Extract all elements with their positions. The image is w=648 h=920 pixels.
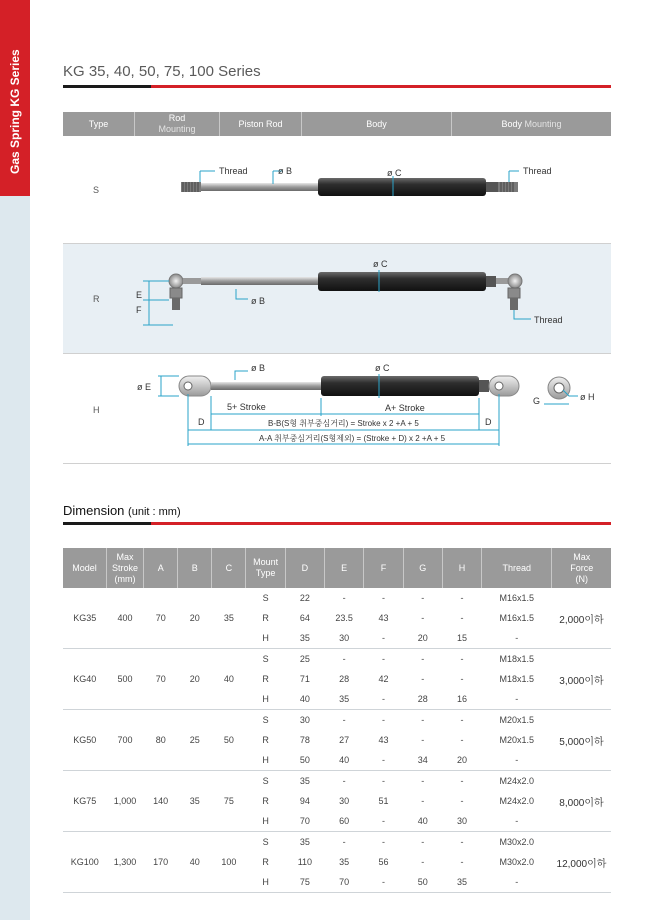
cell-h: - bbox=[460, 857, 464, 867]
cell-model: KG40 bbox=[63, 649, 106, 710]
gas-spring-h-drawing bbox=[63, 354, 611, 464]
cell-mount-type: H bbox=[246, 629, 285, 649]
label-aa-formula: A-A 취부중심거리(S형제외) = (Stroke + D) x 2 +A + 5 bbox=[259, 434, 446, 443]
cell-thread: M16x1.5 bbox=[499, 593, 535, 604]
cell-g: 34 bbox=[403, 750, 442, 770]
cell-e: 40 bbox=[325, 750, 364, 770]
dimension-header-11 bbox=[482, 548, 552, 588]
cell-d: 64 bbox=[299, 613, 310, 624]
dimension-header-line: B bbox=[191, 562, 198, 573]
cell-h: - bbox=[460, 776, 464, 787]
dimension-header-2 bbox=[144, 548, 178, 588]
cell-model: KG35 bbox=[63, 588, 106, 649]
cell-d: 35 bbox=[299, 776, 310, 787]
cell-thread: M24x2.0 bbox=[499, 776, 535, 787]
cell-f: 56 bbox=[378, 857, 389, 867]
label-g: G bbox=[533, 396, 541, 406]
dimension-header-5 bbox=[246, 548, 285, 588]
cell-thread: - bbox=[482, 872, 552, 892]
cell-mount-type: S bbox=[262, 776, 269, 787]
cell-g: - bbox=[421, 654, 425, 665]
cell-f: - bbox=[364, 872, 403, 892]
type-row-h bbox=[63, 354, 611, 464]
cell-c: 40 bbox=[212, 649, 246, 710]
dimension-header-line: Max bbox=[573, 551, 591, 562]
cell-thread: M16x1.5 bbox=[499, 613, 535, 624]
cell-d: 71 bbox=[299, 674, 310, 685]
dimension-header-line: (mm) bbox=[114, 573, 136, 584]
cell-e: - bbox=[342, 593, 346, 604]
cell-d: 35 bbox=[299, 836, 310, 847]
cell-max-force: 3,000이하 bbox=[552, 649, 611, 710]
cell-mount-type: R bbox=[262, 857, 269, 867]
cell-d: 70 bbox=[285, 811, 324, 831]
cell-a: 70 bbox=[144, 649, 178, 710]
cell-d: 75 bbox=[285, 872, 324, 892]
cell-h: - bbox=[460, 715, 464, 726]
header-type: Type bbox=[63, 112, 135, 136]
cell-max-stroke: 400 bbox=[106, 588, 143, 649]
dimension-header-1 bbox=[106, 548, 143, 588]
dimension-header-line: C bbox=[225, 562, 233, 573]
cell-thread: - bbox=[482, 811, 552, 831]
cell-g: - bbox=[421, 593, 425, 604]
label-rod-diameter-r: ø B bbox=[251, 296, 266, 306]
cell-max-force: 12,000이하 bbox=[552, 832, 611, 893]
dimension-table bbox=[63, 548, 611, 893]
label-thread-right: Thread bbox=[523, 166, 552, 176]
cell-f: - bbox=[381, 654, 385, 665]
cell-g: - bbox=[421, 776, 425, 787]
cell-e: 30 bbox=[325, 629, 364, 649]
label-f: F bbox=[136, 305, 142, 315]
cell-mount-type: S bbox=[262, 654, 269, 665]
label-h: ø H bbox=[580, 392, 595, 402]
dimension-header-line: Type bbox=[255, 568, 276, 578]
cell-model: KG100 bbox=[63, 832, 106, 893]
cell-mount-type: R bbox=[262, 674, 269, 685]
cell-d: 110 bbox=[297, 857, 313, 867]
cell-e: - bbox=[342, 654, 346, 665]
cell-f: - bbox=[364, 811, 403, 831]
label-rod-diameter-h: ø B bbox=[251, 363, 266, 373]
dimension-header-line: Model bbox=[72, 562, 97, 573]
table-row bbox=[63, 588, 611, 608]
dimension-header-line: F bbox=[380, 562, 387, 573]
table-row bbox=[63, 649, 611, 669]
cell-f: - bbox=[381, 593, 385, 604]
cell-max-stroke: 500 bbox=[106, 649, 143, 710]
cell-h: 30 bbox=[442, 811, 481, 831]
cell-mount-type: R bbox=[262, 735, 269, 746]
cell-e: 30 bbox=[339, 796, 350, 807]
header-rod-mounting: Rod Mounting bbox=[135, 112, 220, 136]
dimension-rule bbox=[63, 522, 611, 525]
type-row-s bbox=[63, 138, 611, 244]
cell-h: - bbox=[460, 613, 464, 624]
label-bb-formula: B-B(S형 취부중심거리) = Stroke x 2 +A + 5 bbox=[268, 419, 419, 428]
dimension-header-line: H bbox=[458, 562, 466, 573]
cell-g: - bbox=[421, 674, 425, 685]
cell-mount-type: S bbox=[262, 836, 269, 847]
page-title: KG 35, 40, 50, 75, 100 Series bbox=[63, 63, 261, 80]
type-row-r bbox=[63, 244, 611, 354]
type-label-r: R bbox=[93, 294, 100, 304]
cell-g: 28 bbox=[403, 689, 442, 709]
cell-f: - bbox=[381, 776, 385, 787]
cell-b: 25 bbox=[178, 710, 212, 771]
dimension-header-line: G bbox=[419, 562, 427, 573]
cell-d: 40 bbox=[285, 689, 324, 709]
dimension-header-10 bbox=[442, 548, 481, 588]
type-table-header bbox=[63, 112, 611, 136]
cell-d: 35 bbox=[285, 629, 324, 649]
cell-e: 27 bbox=[339, 735, 350, 746]
cell-e: 23.5 bbox=[335, 613, 353, 624]
header-body-mounting: Body Mounting bbox=[501, 118, 562, 129]
cell-mount-type: R bbox=[262, 796, 269, 807]
cell-mount-type: H bbox=[246, 750, 285, 770]
dimension-header-3 bbox=[178, 548, 212, 588]
cell-b: 35 bbox=[178, 771, 212, 832]
cell-a: 70 bbox=[144, 588, 178, 649]
cell-d: 78 bbox=[299, 735, 310, 746]
cell-d: 94 bbox=[299, 796, 310, 807]
cell-h: - bbox=[460, 674, 464, 685]
cell-b: 20 bbox=[178, 649, 212, 710]
cell-max-force: 5,000이하 bbox=[552, 710, 611, 771]
cell-max-force: 8,000이하 bbox=[552, 771, 611, 832]
dimension-header-line: (N) bbox=[575, 573, 588, 584]
label-thread-left: Thread bbox=[219, 166, 248, 176]
title-rule bbox=[63, 85, 611, 88]
table-row bbox=[63, 771, 611, 791]
cell-thread: M30x2.0 bbox=[499, 857, 535, 867]
cell-e: - bbox=[342, 836, 346, 847]
cell-b: 40 bbox=[178, 832, 212, 893]
cell-g: - bbox=[421, 857, 425, 867]
cell-mount-type: S bbox=[262, 593, 269, 604]
cell-a: 140 bbox=[144, 771, 178, 832]
cell-thread: - bbox=[482, 629, 552, 649]
cell-g: 50 bbox=[403, 872, 442, 892]
dimension-header-line: A bbox=[157, 562, 164, 573]
dimension-header-line: Stroke bbox=[112, 562, 139, 573]
cell-g: - bbox=[421, 735, 425, 746]
dimension-header-12 bbox=[552, 548, 611, 588]
cell-h: - bbox=[460, 654, 464, 665]
dimension-title: Dimension (unit : mm) bbox=[63, 503, 181, 518]
cell-a: 80 bbox=[144, 710, 178, 771]
cell-e: 35 bbox=[325, 689, 364, 709]
gas-spring-r-drawing bbox=[63, 244, 611, 354]
dimension-header-line: Thread bbox=[502, 562, 532, 573]
cell-f: - bbox=[364, 629, 403, 649]
cell-max-stroke: 1,300 bbox=[106, 832, 143, 893]
cell-b: 20 bbox=[178, 588, 212, 649]
dimension-header-0 bbox=[63, 548, 106, 588]
dimension-table-header bbox=[63, 548, 611, 588]
cell-e: 60 bbox=[325, 811, 364, 831]
cell-d: 25 bbox=[299, 654, 310, 665]
cell-a: 170 bbox=[144, 832, 178, 893]
cell-c: 50 bbox=[212, 710, 246, 771]
cell-mount-type: R bbox=[262, 613, 269, 624]
cell-thread: M18x1.5 bbox=[499, 654, 535, 665]
dimension-header-4 bbox=[212, 548, 246, 588]
cell-f: - bbox=[381, 836, 385, 847]
dimension-header-6 bbox=[285, 548, 324, 588]
table-row bbox=[63, 832, 611, 852]
cell-h: 16 bbox=[442, 689, 481, 709]
cell-f: 51 bbox=[378, 796, 389, 807]
cell-mount-type: S bbox=[262, 715, 269, 726]
cell-g: 20 bbox=[403, 629, 442, 649]
table-row bbox=[63, 710, 611, 730]
cell-c: 75 bbox=[212, 771, 246, 832]
dimension-header-9 bbox=[403, 548, 442, 588]
cell-h: - bbox=[460, 593, 464, 604]
cell-thread: M24x2.0 bbox=[499, 796, 535, 807]
cell-e: 70 bbox=[325, 872, 364, 892]
dimension-header-7 bbox=[325, 548, 364, 588]
label-a-stroke: A+ Stroke bbox=[385, 403, 425, 413]
cell-g: - bbox=[421, 715, 425, 726]
sidebar-label: Gas Spring KG Series bbox=[8, 49, 22, 174]
cell-h: 20 bbox=[442, 750, 481, 770]
label-d-left: D bbox=[198, 417, 205, 427]
cell-model: KG50 bbox=[63, 710, 106, 771]
cell-f: - bbox=[364, 689, 403, 709]
cell-mount-type: H bbox=[246, 872, 285, 892]
cell-h: - bbox=[460, 735, 464, 746]
label-eye-diameter: ø E bbox=[137, 382, 152, 392]
cell-c: 35 bbox=[212, 588, 246, 649]
cell-thread: M30x2.0 bbox=[499, 836, 535, 847]
cell-f: 42 bbox=[378, 674, 389, 685]
label-body-diameter-h: ø C bbox=[375, 363, 390, 373]
cell-e: 28 bbox=[339, 674, 350, 685]
cell-f: - bbox=[364, 750, 403, 770]
cell-h: 35 bbox=[442, 872, 481, 892]
cell-max-stroke: 700 bbox=[106, 710, 143, 771]
cell-h: - bbox=[460, 796, 464, 807]
header-body: Body bbox=[302, 112, 452, 136]
cell-thread: - bbox=[482, 750, 552, 770]
cell-d: 22 bbox=[299, 593, 310, 604]
cell-g: 40 bbox=[403, 811, 442, 831]
dimension-table-body bbox=[63, 588, 611, 892]
cell-max-stroke: 1,000 bbox=[106, 771, 143, 832]
cell-max-force: 2,000이하 bbox=[552, 588, 611, 649]
cell-thread: M20x1.5 bbox=[499, 715, 535, 726]
cell-h: 15 bbox=[442, 629, 481, 649]
dimension-header-line: Force bbox=[570, 562, 594, 573]
label-e: E bbox=[136, 290, 143, 300]
cell-mount-type: H bbox=[246, 689, 285, 709]
cell-mount-type: H bbox=[246, 811, 285, 831]
cell-f: 43 bbox=[378, 613, 389, 624]
cell-g: - bbox=[421, 613, 425, 624]
cell-model: KG75 bbox=[63, 771, 106, 832]
dimension-header-8 bbox=[364, 548, 403, 588]
type-label-h: H bbox=[93, 405, 100, 415]
cell-f: - bbox=[381, 715, 385, 726]
cell-g: - bbox=[421, 796, 425, 807]
header-piston-rod: Piston Rod bbox=[220, 112, 302, 136]
cell-thread: - bbox=[482, 689, 552, 709]
label-body-diameter-r: ø C bbox=[373, 259, 388, 269]
cell-c: 100 bbox=[212, 832, 246, 893]
label-thread-r: Thread bbox=[534, 315, 563, 325]
cell-e: - bbox=[342, 776, 346, 787]
dimension-header-line: Mount bbox=[253, 557, 279, 567]
cell-d: 50 bbox=[285, 750, 324, 770]
label-plus-stroke: 5+ Stroke bbox=[227, 402, 266, 412]
dimension-header-line: D bbox=[301, 562, 309, 573]
type-label-s: S bbox=[93, 185, 100, 195]
cell-thread: M18x1.5 bbox=[499, 674, 535, 685]
gas-spring-s-drawing bbox=[63, 138, 611, 244]
cell-e: - bbox=[342, 715, 346, 726]
cell-f: 43 bbox=[378, 735, 389, 746]
cell-g: - bbox=[421, 836, 425, 847]
cell-e: 35 bbox=[339, 857, 350, 867]
label-d-right: D bbox=[485, 417, 492, 427]
dimension-header-line: E bbox=[341, 562, 348, 573]
cell-d: 30 bbox=[299, 715, 310, 726]
cell-h: - bbox=[460, 836, 464, 847]
cell-thread: M20x1.5 bbox=[499, 735, 535, 746]
label-rod-diameter: ø B bbox=[278, 166, 293, 176]
label-body-diameter: ø C bbox=[387, 168, 402, 178]
dimension-header-line: Max bbox=[116, 551, 134, 562]
